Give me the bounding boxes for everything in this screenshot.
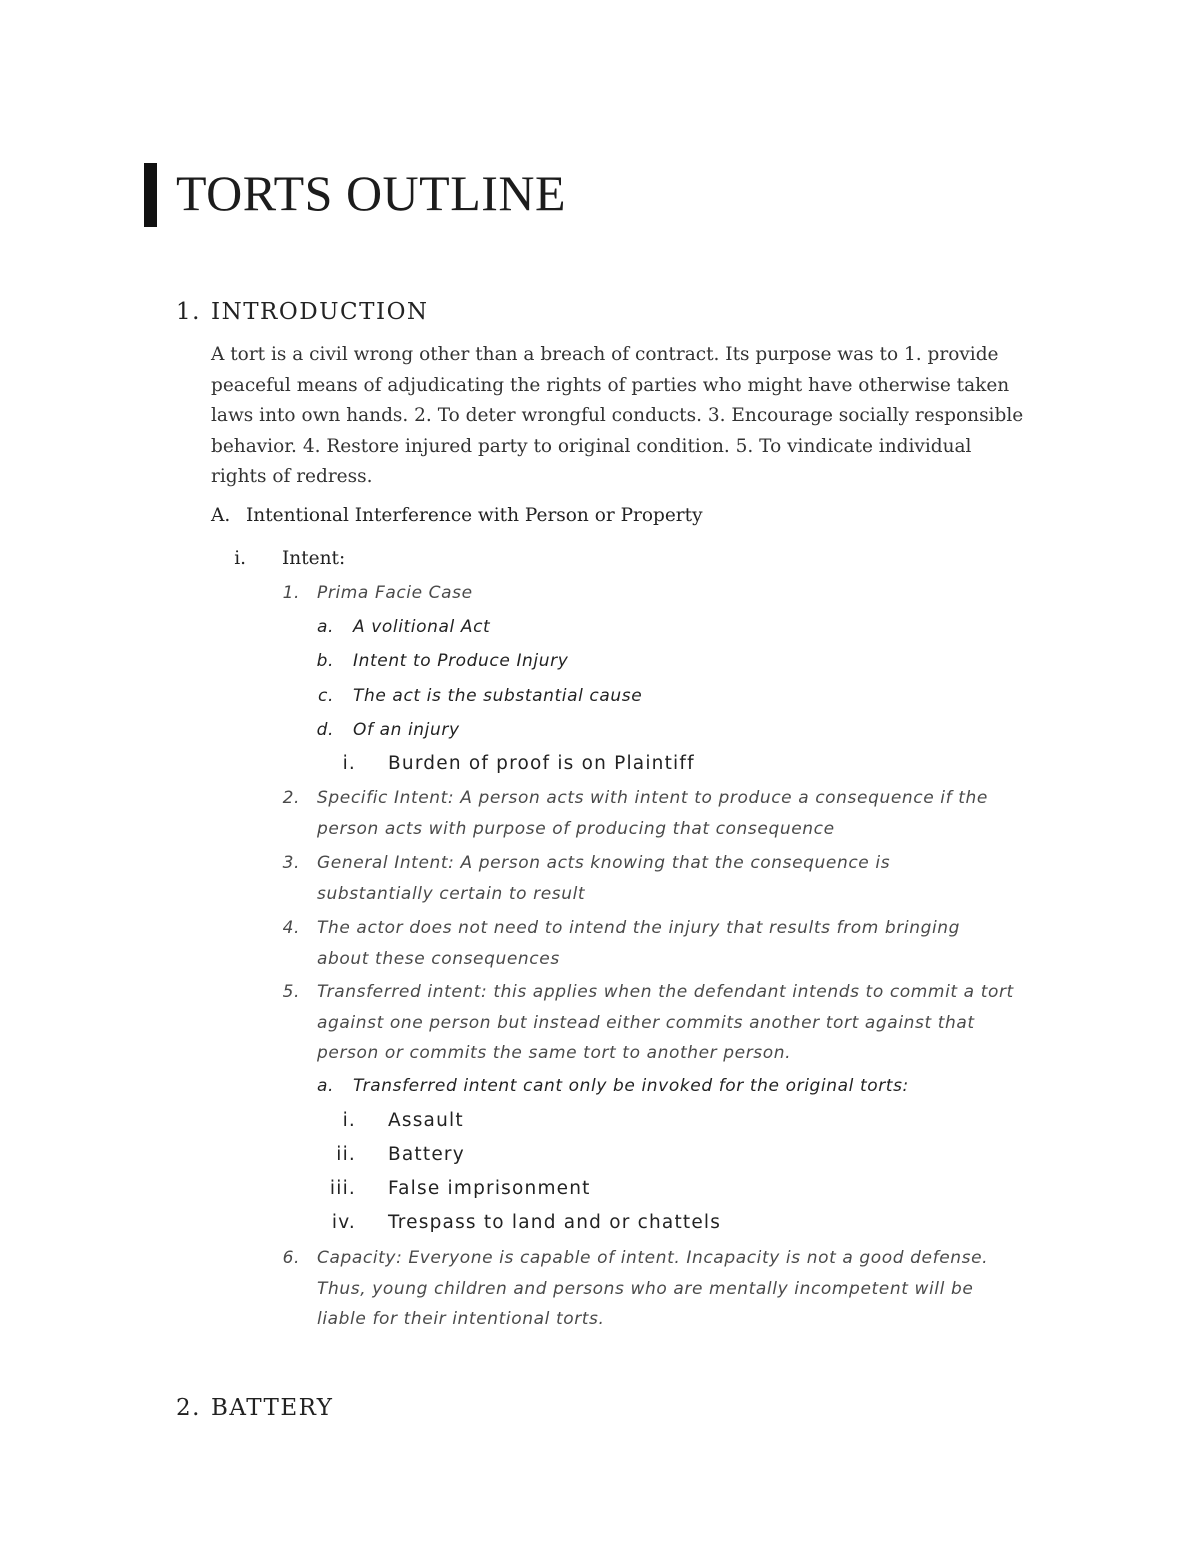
prima-facie-d-text: Of an injury bbox=[353, 720, 460, 740]
item-6-text: Capacity: Everyone is capable of intent. Incapacity is not a good defense. Thus, young children and persons who are mentally incompetent will be liable for their intentional torts. bbox=[317, 1248, 989, 1329]
tort-i-number: i. bbox=[342, 1110, 356, 1131]
tort-iv-text: Trespass to land and or chattels bbox=[388, 1212, 722, 1233]
prima-facie-b-text: Intent to Produce Injury bbox=[353, 651, 569, 671]
prima-facie-d-number: d. bbox=[316, 720, 334, 740]
item-5-text: Transferred intent: this applies when the defendant intends to commit a tort against one person but instead either commits another tort against that person or commits the same tort to another person. bbox=[317, 982, 1014, 1063]
intent-heading: Intent: bbox=[282, 548, 346, 569]
item-2-number: 2. bbox=[282, 788, 300, 808]
intro-text: A tort is a civil wrong other than a breach of contract. Its purpose was to 1. provide peaceful means of adjudicating the rights of parties who might have otherwise taken laws into own hands. 2. To deter wrongful conducts. 3. Encourage socially responsible behavior. 4. Restore injured party to original condition. 5. To vindicate individual rights of redress. bbox=[211, 344, 1024, 487]
transferred-a-text: Transferred intent cant only be invoked for the original torts: bbox=[353, 1076, 909, 1096]
subsection-a-heading: Intentional Interference with Person or Property bbox=[246, 505, 703, 526]
item-1-text: Prima Facie Case bbox=[317, 583, 473, 603]
section-1-number: 1. bbox=[176, 299, 201, 325]
document-title: TORTS OUTLINE bbox=[176, 165, 567, 221]
prima-facie-a-number: a. bbox=[316, 617, 334, 637]
intro-paragraph bbox=[211, 340, 1031, 493]
prima-facie-b-number: b. bbox=[316, 651, 334, 671]
burden-text: Burden of proof is on Plaintiff bbox=[388, 753, 695, 774]
item-4-number: 4. bbox=[282, 918, 300, 938]
section-2-number: 2. bbox=[176, 1395, 201, 1421]
item-3-text: General Intent: A person acts knowing that the consequence is substantially certain to result bbox=[317, 853, 891, 904]
prima-facie-c-text: The act is the substantial cause bbox=[353, 686, 643, 706]
prima-facie-c-number: c. bbox=[318, 686, 334, 706]
burden-number: i. bbox=[342, 753, 356, 774]
tort-iii-number: iii. bbox=[329, 1178, 356, 1199]
tort-ii-text: Battery bbox=[388, 1144, 465, 1165]
transferred-a-number: a. bbox=[316, 1076, 334, 1096]
tort-ii-number: ii. bbox=[336, 1144, 356, 1165]
prima-facie-a-text: A volitional Act bbox=[353, 617, 491, 637]
item-2-text: Specific Intent: A person acts with intent to produce a consequence if the person acts with purpose of producing that consequence bbox=[317, 788, 988, 839]
item-4-text: The actor does not need to intend the injury that results from bringing about these consequences bbox=[317, 918, 961, 969]
section-2-heading: BATTERY bbox=[211, 1395, 334, 1421]
section-1-heading: INTRODUCTION bbox=[211, 299, 429, 325]
intent-number: i. bbox=[234, 548, 246, 569]
tort-iv-number: iv. bbox=[331, 1212, 356, 1233]
tort-iii-text: False imprisonment bbox=[388, 1178, 591, 1199]
tort-i-text: Assault bbox=[388, 1110, 464, 1131]
item-1-number: 1. bbox=[282, 583, 300, 603]
item-5-number: 5. bbox=[282, 982, 300, 1002]
item-6-number: 6. bbox=[282, 1248, 300, 1268]
subsection-a-number: A. bbox=[211, 505, 231, 526]
item-3-number: 3. bbox=[282, 853, 300, 873]
title-accent-bar bbox=[144, 163, 157, 227]
